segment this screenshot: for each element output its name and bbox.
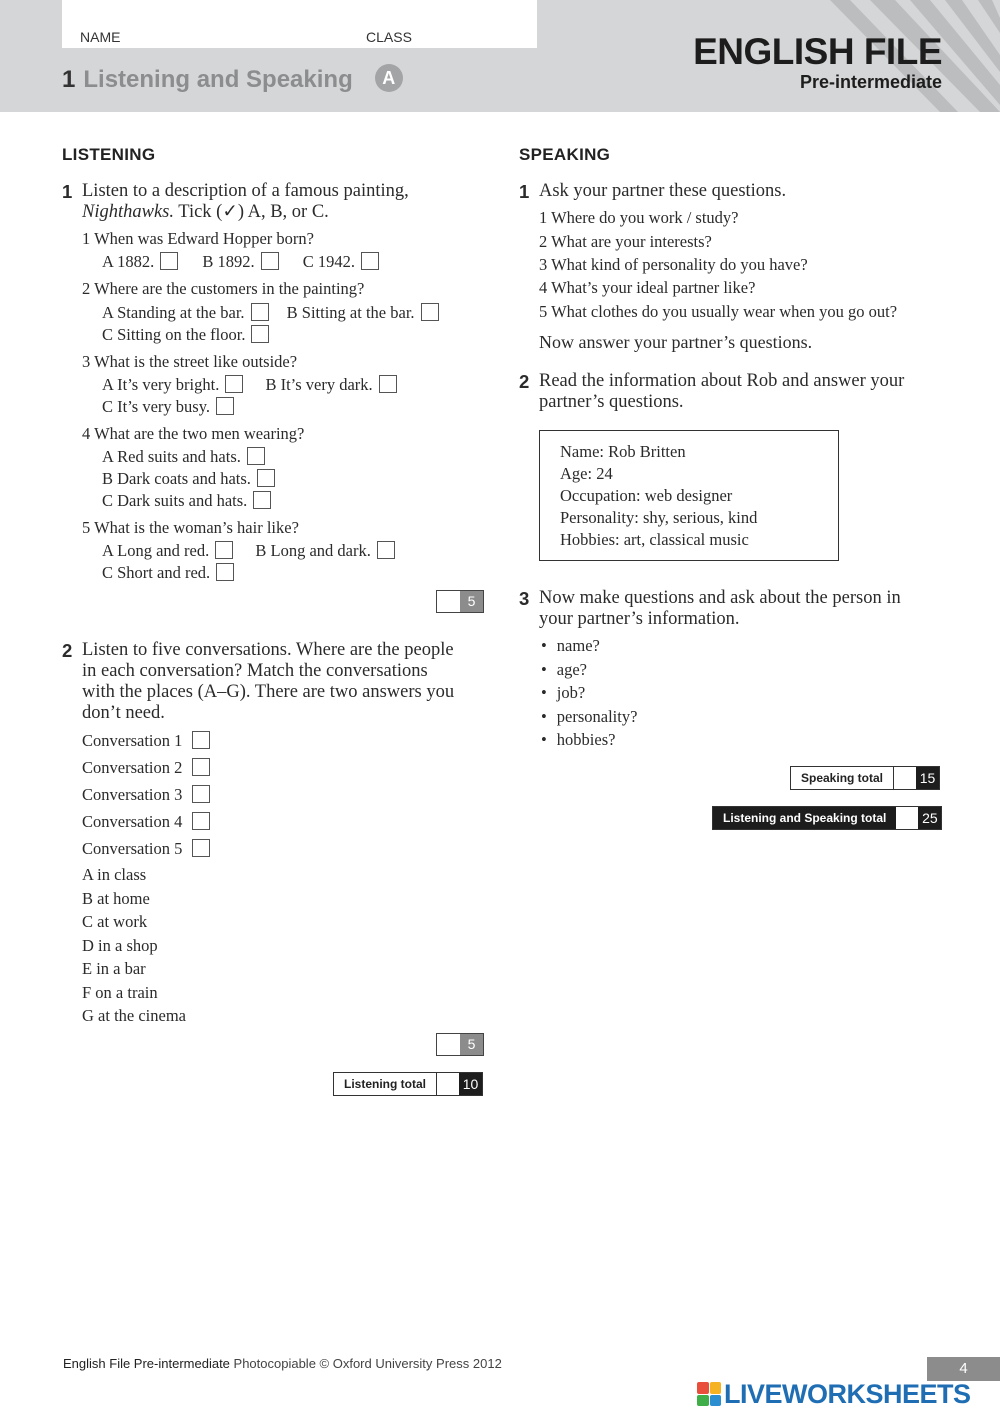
listening-q1 bbox=[62, 181, 492, 223]
score-input[interactable] bbox=[437, 591, 460, 612]
bullet-text: job? bbox=[556, 683, 586, 702]
listening-heading: LISTENING bbox=[62, 145, 156, 164]
conversation-row bbox=[82, 758, 210, 778]
tick-box[interactable] bbox=[251, 325, 269, 343]
tick-box[interactable] bbox=[361, 252, 379, 270]
unit-title bbox=[62, 66, 403, 95]
listening-total bbox=[333, 1072, 483, 1096]
option-label: B Sitting at the bar. bbox=[286, 303, 415, 322]
option-label: C Short and red. bbox=[102, 563, 211, 582]
option-row bbox=[102, 541, 395, 561]
tick-box[interactable] bbox=[257, 469, 275, 487]
info-line: Occupation: web designer bbox=[560, 486, 733, 505]
footer-credit bbox=[63, 1356, 502, 1371]
tick-box[interactable] bbox=[377, 541, 395, 559]
score-max: 5 bbox=[460, 591, 483, 612]
speaking-total-input[interactable] bbox=[894, 767, 916, 789]
bullet-item bbox=[541, 683, 585, 703]
listening-total-max: 10 bbox=[459, 1073, 482, 1095]
tick-box[interactable] bbox=[253, 491, 271, 509]
option-label: C Dark suits and hats. bbox=[102, 491, 248, 510]
listening-q2-line: with the places (A–G). There are two answers you bbox=[82, 682, 455, 702]
speaking-q3-number: 3 bbox=[519, 588, 530, 609]
speaking-q2-number: 2 bbox=[519, 371, 530, 392]
bullet-text: name? bbox=[556, 636, 600, 655]
answer-box[interactable] bbox=[192, 812, 210, 830]
class-label: CLASS bbox=[366, 29, 412, 45]
speaking-question: 1 Where do you work / study? bbox=[539, 208, 739, 227]
bullet-icon: • bbox=[541, 683, 547, 702]
option-label: A Red suits and hats. bbox=[102, 447, 241, 466]
option-label: B 1892. bbox=[202, 252, 255, 271]
unit-title-text: Listening and Speaking bbox=[83, 66, 353, 93]
grand-total-label: Listening and Speaking total bbox=[713, 807, 896, 829]
tick-box[interactable] bbox=[421, 303, 439, 321]
listening-q1-number: 1 bbox=[62, 181, 73, 202]
conversation-label: Conversation 4 bbox=[82, 812, 183, 831]
liveworksheets-watermark bbox=[697, 1379, 971, 1409]
grand-total bbox=[712, 806, 942, 830]
tick-box[interactable] bbox=[216, 397, 234, 415]
info-line: Personality: shy, serious, kind bbox=[560, 508, 758, 527]
speaking-q3-text bbox=[519, 588, 959, 630]
info-line: Hobbies: art, classical music bbox=[560, 530, 749, 549]
tick-box[interactable] bbox=[247, 447, 265, 465]
listening-q2-line: don’t need. bbox=[82, 703, 165, 723]
listening-q1-score bbox=[436, 590, 484, 613]
option-label: B Long and dark. bbox=[255, 541, 371, 560]
option-row bbox=[102, 375, 397, 395]
listening-q1-line1: Listen to a description of a famous painting, bbox=[82, 181, 409, 201]
speaking-total-max: 15 bbox=[916, 767, 939, 789]
rob-info-card bbox=[539, 430, 839, 561]
listening-q1-italic: Nighthawks. bbox=[82, 202, 174, 222]
speaking-question: 2 What are your interests? bbox=[539, 232, 712, 251]
place-option: B at home bbox=[82, 889, 150, 908]
tick-box[interactable] bbox=[379, 375, 397, 393]
footer-book-title: English File Pre-intermediate bbox=[63, 1356, 230, 1371]
conversation-row bbox=[82, 731, 210, 751]
option-row bbox=[102, 469, 275, 489]
listening-q2-text bbox=[62, 640, 492, 724]
listening-q1-line2: Tick (✓) A, B, or C. bbox=[174, 202, 329, 222]
unit-badge: A bbox=[375, 64, 403, 92]
option-label: A It’s very bright. bbox=[102, 375, 220, 394]
listening-q1-item-2: 2 Where are the customers in the painting? bbox=[82, 279, 365, 298]
score-max: 5 bbox=[460, 1034, 483, 1055]
speaking-heading: SPEAKING bbox=[519, 145, 611, 164]
option-row bbox=[102, 325, 269, 345]
speaking-q1-text: Ask your partner these questions. bbox=[539, 181, 787, 201]
name-label: NAME bbox=[80, 29, 121, 45]
tick-box[interactable] bbox=[216, 563, 234, 581]
answer-box[interactable] bbox=[192, 731, 210, 749]
conversation-label: Conversation 2 bbox=[82, 758, 183, 777]
speaking-q1-number: 1 bbox=[519, 181, 530, 202]
bullet-icon: • bbox=[541, 707, 547, 726]
answer-box[interactable] bbox=[192, 839, 210, 857]
bullet-icon: • bbox=[541, 660, 547, 679]
option-label: A Long and red. bbox=[102, 541, 210, 560]
info-line: Age: 24 bbox=[560, 464, 613, 483]
brand-title: ENGLISH FILE bbox=[693, 31, 942, 72]
listening-total-input[interactable] bbox=[437, 1073, 459, 1095]
tick-box[interactable] bbox=[261, 252, 279, 270]
brand-subtitle: Pre-intermediate bbox=[799, 72, 942, 92]
bullet-icon: • bbox=[541, 730, 547, 749]
place-option: A in class bbox=[82, 865, 147, 884]
tick-box[interactable] bbox=[160, 252, 178, 270]
option-row bbox=[102, 397, 234, 417]
score-input[interactable] bbox=[437, 1034, 460, 1055]
option-row bbox=[102, 491, 271, 511]
tick-box[interactable] bbox=[225, 375, 243, 393]
listening-q1-item-4: 4 What are the two men wearing? bbox=[82, 424, 305, 443]
option-label: C 1942. bbox=[302, 252, 356, 271]
place-option: E in a bar bbox=[82, 959, 146, 978]
footer-copyright: Photocopiable © Oxford University Press 2012 bbox=[233, 1356, 502, 1371]
liveworksheets-icon bbox=[697, 1382, 721, 1406]
bullet-text: hobbies? bbox=[556, 730, 616, 749]
bullet-text: personality? bbox=[556, 707, 638, 726]
speaking-q3-line: Now make questions and ask about the person in bbox=[539, 588, 901, 608]
speaking-q3 bbox=[519, 588, 959, 630]
option-label: B Dark coats and hats. bbox=[102, 469, 251, 488]
option-row bbox=[102, 447, 265, 467]
place-option: F on a train bbox=[82, 983, 158, 1002]
brand-logo bbox=[693, 33, 942, 93]
conversation-row bbox=[82, 812, 210, 832]
bullet-item bbox=[541, 660, 587, 680]
speaking-q2-line: partner’s questions. bbox=[539, 392, 684, 412]
speaking-q2 bbox=[519, 371, 959, 413]
page-number: 4 bbox=[927, 1357, 1000, 1381]
bullet-item bbox=[541, 730, 615, 750]
speaking-total-label: Speaking total bbox=[791, 767, 894, 789]
option-row bbox=[102, 303, 439, 323]
conversation-row bbox=[82, 839, 210, 859]
speaking-q1 bbox=[519, 181, 959, 202]
answer-box[interactable] bbox=[192, 785, 210, 803]
listening-q1-item-5: 5 What is the woman’s hair like? bbox=[82, 518, 299, 537]
place-option: G at the cinema bbox=[82, 1006, 186, 1025]
speaking-total bbox=[790, 766, 940, 790]
listening-q1-item-1: 1 When was Edward Hopper born? bbox=[82, 229, 314, 248]
listening-q2 bbox=[62, 640, 492, 724]
info-line: Name: Rob Britten bbox=[560, 442, 686, 461]
place-option: D in a shop bbox=[82, 936, 158, 955]
conversation-label: Conversation 3 bbox=[82, 785, 183, 804]
listening-q1-item-3: 3 What is the street like outside? bbox=[82, 352, 298, 371]
listening-q2-score bbox=[436, 1033, 484, 1056]
option-label: C Sitting on the floor. bbox=[102, 325, 246, 344]
option-row bbox=[102, 252, 379, 272]
listening-q2-number: 2 bbox=[62, 640, 73, 661]
option-row bbox=[102, 563, 234, 583]
bullet-item bbox=[541, 707, 637, 727]
bullet-text: age? bbox=[556, 660, 588, 679]
unit-number: 1 bbox=[62, 66, 76, 93]
conversation-label: Conversation 5 bbox=[82, 839, 183, 858]
speaking-q3-line: your partner’s information. bbox=[539, 609, 740, 629]
speaking-question: 3 What kind of personality do you have? bbox=[539, 255, 808, 274]
answer-box[interactable] bbox=[192, 758, 210, 776]
option-label: B It’s very dark. bbox=[265, 375, 373, 394]
listening-q1-text bbox=[62, 181, 492, 223]
tick-box[interactable] bbox=[215, 541, 233, 559]
option-label: C It’s very busy. bbox=[102, 397, 211, 416]
grand-total-input[interactable] bbox=[896, 807, 918, 829]
option-label: A Standing at the bar. bbox=[102, 303, 245, 322]
option-label: A 1882. bbox=[102, 252, 155, 271]
speaking-question: 5 What clothes do you usually wear when you go out? bbox=[539, 302, 898, 321]
listening-q2-line: Listen to five conversations. Where are the people bbox=[82, 640, 454, 660]
name-class-box bbox=[62, 0, 537, 48]
bullet-icon: • bbox=[541, 636, 547, 655]
speaking-question: 4 What’s your ideal partner like? bbox=[539, 278, 756, 297]
place-option: C at work bbox=[82, 912, 148, 931]
tick-box[interactable] bbox=[251, 303, 269, 321]
listening-total-label: Listening total bbox=[334, 1073, 437, 1095]
speaking-q2-text bbox=[519, 371, 959, 413]
liveworksheets-text: LIVEWORKSHEETS bbox=[724, 1378, 971, 1409]
speaking-q2-line: Read the information about Rob and answer your bbox=[539, 371, 905, 391]
listening-q2-line: in each conversation? Match the conversations bbox=[82, 661, 428, 681]
conversation-row bbox=[82, 785, 210, 805]
conversation-label: Conversation 1 bbox=[82, 731, 183, 750]
speaking-q1-after: Now answer your partner’s questions. bbox=[539, 332, 813, 352]
bullet-item bbox=[541, 636, 600, 656]
grand-total-max: 25 bbox=[918, 807, 941, 829]
